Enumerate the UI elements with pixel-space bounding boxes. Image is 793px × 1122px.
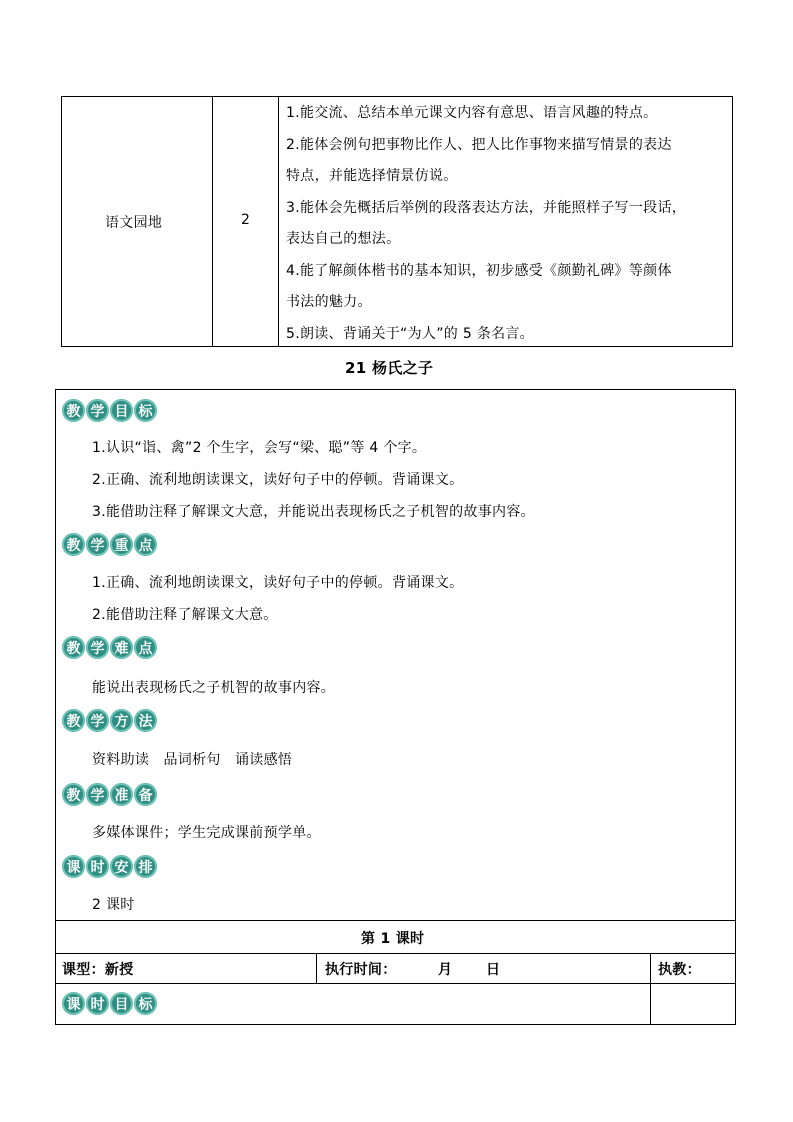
badge-char: 法 [134, 709, 157, 732]
badge-char: 学 [86, 399, 109, 422]
lesson-type-label: 课型：新授 [62, 962, 134, 978]
badge-char: 目 [110, 992, 133, 1015]
unit-goal-line: 5.朗读、背诵关于“为人”的 5 条名言。 [286, 326, 534, 342]
preparation-text: 多媒体课件；学生完成课前预学单。 [92, 825, 321, 841]
key-point-item: 1.正确、流利地朗读课文，读好句子中的停顿。背诵课文。 [92, 575, 464, 591]
badge-char: 排 [134, 855, 157, 878]
objectives-badge [62, 399, 157, 423]
objective-item: 1.认识“诣、禽”2 个生字，会写“梁、聪”等 4 个字。 [92, 440, 427, 456]
difficulties-badge [62, 636, 157, 660]
month-label: 月 [438, 962, 453, 978]
unit-goal-line: 4.能了解颜体楷书的基本知识，初步感受《颜勤礼碑》等颜体 [286, 263, 672, 279]
badge-char: 难 [110, 636, 133, 659]
badge-char: 学 [86, 709, 109, 732]
badge-char: 教 [62, 636, 85, 659]
badge-char: 目 [110, 399, 133, 422]
period-objectives-badge [62, 992, 157, 1016]
key-point-item: 2.能借助注释了解课文大意。 [92, 607, 278, 623]
unit-goal-line: 3.能体会先概括后举例的段落表达方法，并能照样子写一段话， [286, 200, 687, 216]
unit-row-hours: 2 [241, 212, 251, 228]
objective-item: 3.能借助注释了解课文大意，并能说出表现杨氏之子机智的故事内容。 [92, 504, 535, 520]
teacher-label: 执教： [658, 962, 701, 978]
badge-char: 教 [62, 709, 85, 732]
badge-char: 方 [110, 709, 133, 732]
badge-char: 准 [110, 783, 133, 806]
preparation-badge [62, 783, 157, 807]
lesson-title: 21 杨氏之子 [345, 359, 434, 377]
badge-char: 点 [134, 636, 157, 659]
unit-goal-line: 特点，并能选择情景仿说。 [286, 168, 458, 184]
unit-goal-line: 1.能交流、总结本单元课文内容有意思、语言风趣的特点。 [286, 105, 658, 121]
day-label: 日 [486, 962, 501, 978]
badge-char: 教 [62, 533, 85, 556]
period-title: 第 1 课时 [361, 931, 425, 947]
badge-char: 点 [134, 533, 157, 556]
unit-goal-line: 表达自己的想法。 [286, 231, 401, 247]
unit-row-name: 语文园地 [105, 215, 163, 231]
badge-char: 学 [86, 533, 109, 556]
difficulties-text: 能说出表现杨氏之子机智的故事内容。 [92, 680, 336, 696]
badge-char: 时 [86, 992, 109, 1015]
methods-text: 资料助读 品词析句 诵读感悟 [92, 752, 293, 768]
unit-goal-line: 2.能体会例句把事物比作人、把人比作事物来描写情景的表达 [286, 137, 672, 153]
key-points-badge [62, 533, 157, 557]
badge-char: 课 [62, 855, 85, 878]
badge-char: 重 [110, 533, 133, 556]
badge-char: 标 [134, 992, 157, 1015]
badge-char: 课 [62, 992, 85, 1015]
schedule-text: 2 课时 [92, 897, 135, 913]
badge-char: 安 [110, 855, 133, 878]
schedule-badge [62, 855, 157, 879]
methods-badge [62, 709, 157, 733]
badge-char: 教 [62, 783, 85, 806]
badge-char: 学 [86, 636, 109, 659]
badge-char: 标 [134, 399, 157, 422]
unit-goal-line: 书法的魅力。 [286, 294, 372, 310]
badge-char: 学 [86, 783, 109, 806]
execution-time-label: 执行时间： [325, 962, 397, 978]
badge-char: 备 [134, 783, 157, 806]
badge-char: 教 [62, 399, 85, 422]
badge-char: 时 [86, 855, 109, 878]
objective-item: 2.正确、流利地朗读课文，读好句子中的停顿。背诵课文。 [92, 472, 464, 488]
